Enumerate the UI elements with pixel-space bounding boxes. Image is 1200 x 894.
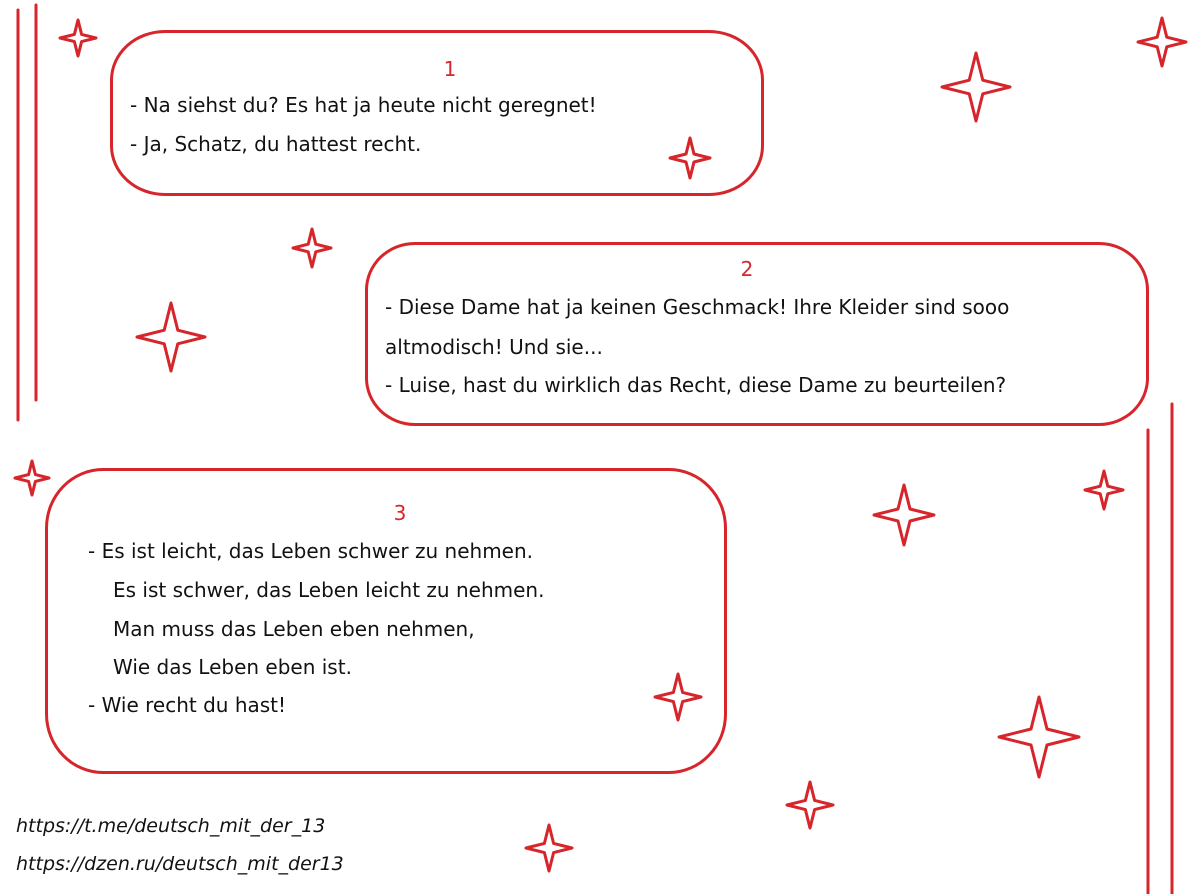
four-point-star-icon — [787, 782, 833, 828]
dialogue-number-3: 3 — [393, 501, 407, 525]
dialogue-3-line-5: - Wie recht du hast! — [88, 693, 287, 717]
four-point-star-icon — [999, 697, 1079, 777]
dialogue-3-line-3: Man muss das Leben eben nehmen, — [113, 617, 475, 641]
dialogue-2-line-3: - Luise, hast du wirklich das Recht, diese Dame zu beurteilen? — [385, 373, 1007, 397]
four-point-star-icon — [1085, 471, 1123, 509]
dialogue-3-line-1: - Es ist leicht, das Leben schwer zu nehmen. — [88, 539, 534, 563]
dialogue-1-line-2: - Ja, Schatz, du hattest recht. — [130, 132, 422, 156]
four-point-star-icon — [1138, 18, 1186, 66]
four-point-star-icon — [137, 303, 205, 371]
dialogue-3-line-2: Es ist schwer, das Leben leicht zu nehmen. — [113, 578, 545, 602]
dialogue-number-1: 1 — [443, 57, 457, 81]
four-point-star-icon — [874, 485, 934, 545]
four-point-star-icon — [526, 825, 572, 871]
dialogue-2-line-1: - Diese Dame hat ja keinen Geschmack! Ihre Kleider sind sooo — [385, 295, 1010, 319]
telegram-link[interactable]: https://t.me/deutsch_mit_der_13 — [16, 815, 326, 837]
dialogue-number-2: 2 — [740, 257, 754, 281]
four-point-star-icon — [293, 229, 331, 267]
dialogue-2-line-2: altmodisch! Und sie... — [385, 335, 603, 359]
dialogue-1-line-1: - Na siehst du? Es hat ja heute nicht geregnet! — [130, 93, 597, 117]
four-point-star-icon — [60, 20, 96, 56]
dialogue-3-line-4: Wie das Leben eben ist. — [113, 655, 352, 679]
dzen-link[interactable]: https://dzen.ru/deutsch_mit_der13 — [16, 853, 344, 875]
four-point-star-icon — [15, 461, 49, 495]
four-point-star-icon — [942, 53, 1010, 121]
